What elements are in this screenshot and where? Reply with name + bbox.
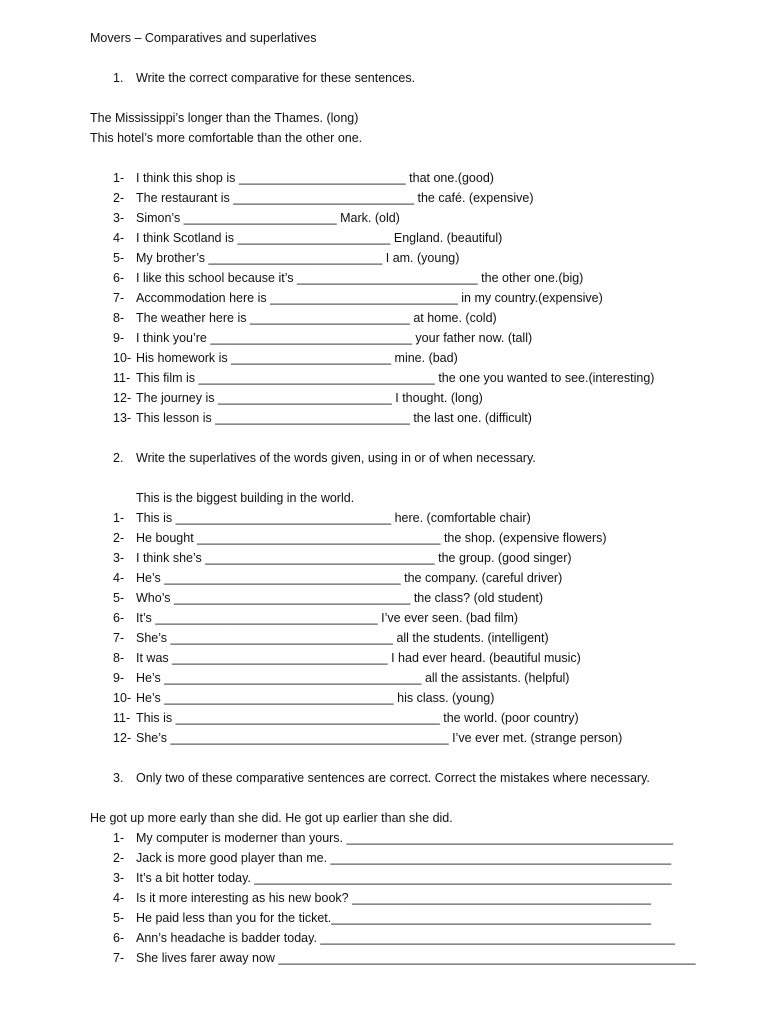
item-number: 4-	[113, 231, 125, 245]
list-item: He bought ___________________________________ the shop. (expensive flowers)	[136, 531, 607, 545]
list-item: My brother’s _________________________ I am. (young)	[136, 251, 460, 265]
list-item: The restaurant is __________________________ the café. (expensive)	[136, 191, 534, 205]
list-item: Ann’s headache is badder today. ___________________________________________________	[136, 931, 675, 945]
item-number: 6-	[113, 611, 125, 625]
item-number: 10-	[113, 351, 132, 365]
list-item: It’s ________________________________ I’ve ever seen. (bad film)	[136, 611, 519, 625]
section1-heading-number: 1.	[113, 71, 124, 85]
list-item: Jack is more good player than me. _________________________________________________	[136, 851, 672, 865]
list-item: This is _______________________________ here. (comfortable chair)	[136, 511, 531, 525]
item-number: 1-	[113, 831, 125, 845]
item-number: 8-	[113, 311, 125, 325]
item-number: 2-	[113, 851, 125, 865]
item-number: 9-	[113, 331, 125, 345]
section2-heading-number: 2.	[113, 451, 124, 465]
list-item: Accommodation here is ___________________________ in my country.(expensive)	[136, 291, 603, 305]
item-number: 5-	[113, 911, 125, 925]
list-item: This film is __________________________________ the one you wanted to see.(interesting)	[136, 371, 655, 385]
item-number: 5-	[113, 591, 125, 605]
list-item: I think you’re _____________________________ your father now. (tall)	[136, 331, 533, 345]
item-number: 7-	[113, 631, 125, 645]
list-item: The journey is _________________________ I thought. (long)	[136, 391, 483, 405]
item-number: 4-	[113, 571, 125, 585]
list-item: I like this school because it’s __________________________ the other one.(big)	[136, 271, 584, 285]
item-number: 12-	[113, 731, 132, 745]
list-item: He paid less than you for the ticket.______________________________________________	[136, 911, 652, 925]
list-item: He’s _________________________________ his class. (young)	[136, 691, 495, 705]
list-item: This is ______________________________________ the world. (poor country)	[136, 711, 579, 725]
list-item: She lives farer away now ____________________________________________________________	[136, 951, 696, 965]
list-item: My computer is moderner than yours. _______________________________________________	[136, 831, 674, 845]
list-item: Who’s __________________________________ the class? (old student)	[136, 591, 544, 605]
item-number: 7-	[113, 951, 125, 965]
list-item: I think this shop is ________________________ that one.(good)	[136, 171, 494, 185]
list-item: I think Scotland is ______________________ England. (beautiful)	[136, 231, 503, 245]
list-item: It’s a bit hotter today. ____________________________________________________________	[136, 871, 672, 885]
list-item: He’s _____________________________________ all the assistants. (helpful)	[136, 671, 570, 685]
list-item: This lesson is ____________________________ the last one. (difficult)	[136, 411, 532, 425]
item-number: 10-	[113, 691, 132, 705]
item-number: 2-	[113, 191, 125, 205]
item-number: 6-	[113, 931, 125, 945]
section1-example-2: This hotel’s more comfortable than the other one.	[90, 131, 363, 145]
item-number: 1-	[113, 511, 125, 525]
section3-heading: Only two of these comparative sentences are correct. Correct the mistakes where necessary.	[136, 771, 650, 785]
item-number: 3-	[113, 871, 125, 885]
item-number: 3-	[113, 551, 125, 565]
section1-heading: Write the correct comparative for these sentences.	[136, 71, 416, 85]
section2-example: This is the biggest building in the world.	[136, 491, 355, 505]
section3-heading-number: 3.	[113, 771, 124, 785]
section3-example: He got up more early than she did. He got up earlier than she did.	[90, 811, 453, 825]
list-item: I think she’s _________________________________ the group. (good singer)	[136, 551, 572, 565]
list-item: She’s ________________________________ all the students. (intelligent)	[136, 631, 549, 645]
item-number: 7-	[113, 291, 125, 305]
list-item: Is it more interesting as his new book? ___________________________________________	[136, 891, 652, 905]
section1-example-1: The Mississippi’s longer than the Thames. (long)	[90, 111, 359, 125]
item-number: 13-	[113, 411, 132, 425]
item-number: 12-	[113, 391, 132, 405]
item-number: 3-	[113, 211, 125, 225]
list-item: She’s ________________________________________ I’ve ever met. (strange person)	[136, 731, 623, 745]
item-number: 9-	[113, 671, 125, 685]
page-title: Movers – Comparatives and superlatives	[90, 31, 317, 45]
section2-heading: Write the superlatives of the words given, using in or of when necessary.	[136, 451, 536, 465]
item-number: 2-	[113, 531, 125, 545]
item-number: 4-	[113, 891, 125, 905]
item-number: 6-	[113, 271, 125, 285]
item-number: 1-	[113, 171, 125, 185]
list-item: Simon’s ______________________ Mark. (old)	[136, 211, 400, 225]
list-item: He’s __________________________________ the company. (careful driver)	[136, 571, 563, 585]
item-number: 11-	[113, 371, 131, 385]
list-item: His homework is _______________________ mine. (bad)	[136, 351, 458, 365]
item-number: 5-	[113, 251, 125, 265]
item-number: 11-	[113, 711, 131, 725]
list-item: The weather here is _______________________ at home. (cold)	[136, 311, 497, 325]
list-item: It was _______________________________ I had ever heard. (beautiful music)	[136, 651, 581, 665]
item-number: 8-	[113, 651, 125, 665]
